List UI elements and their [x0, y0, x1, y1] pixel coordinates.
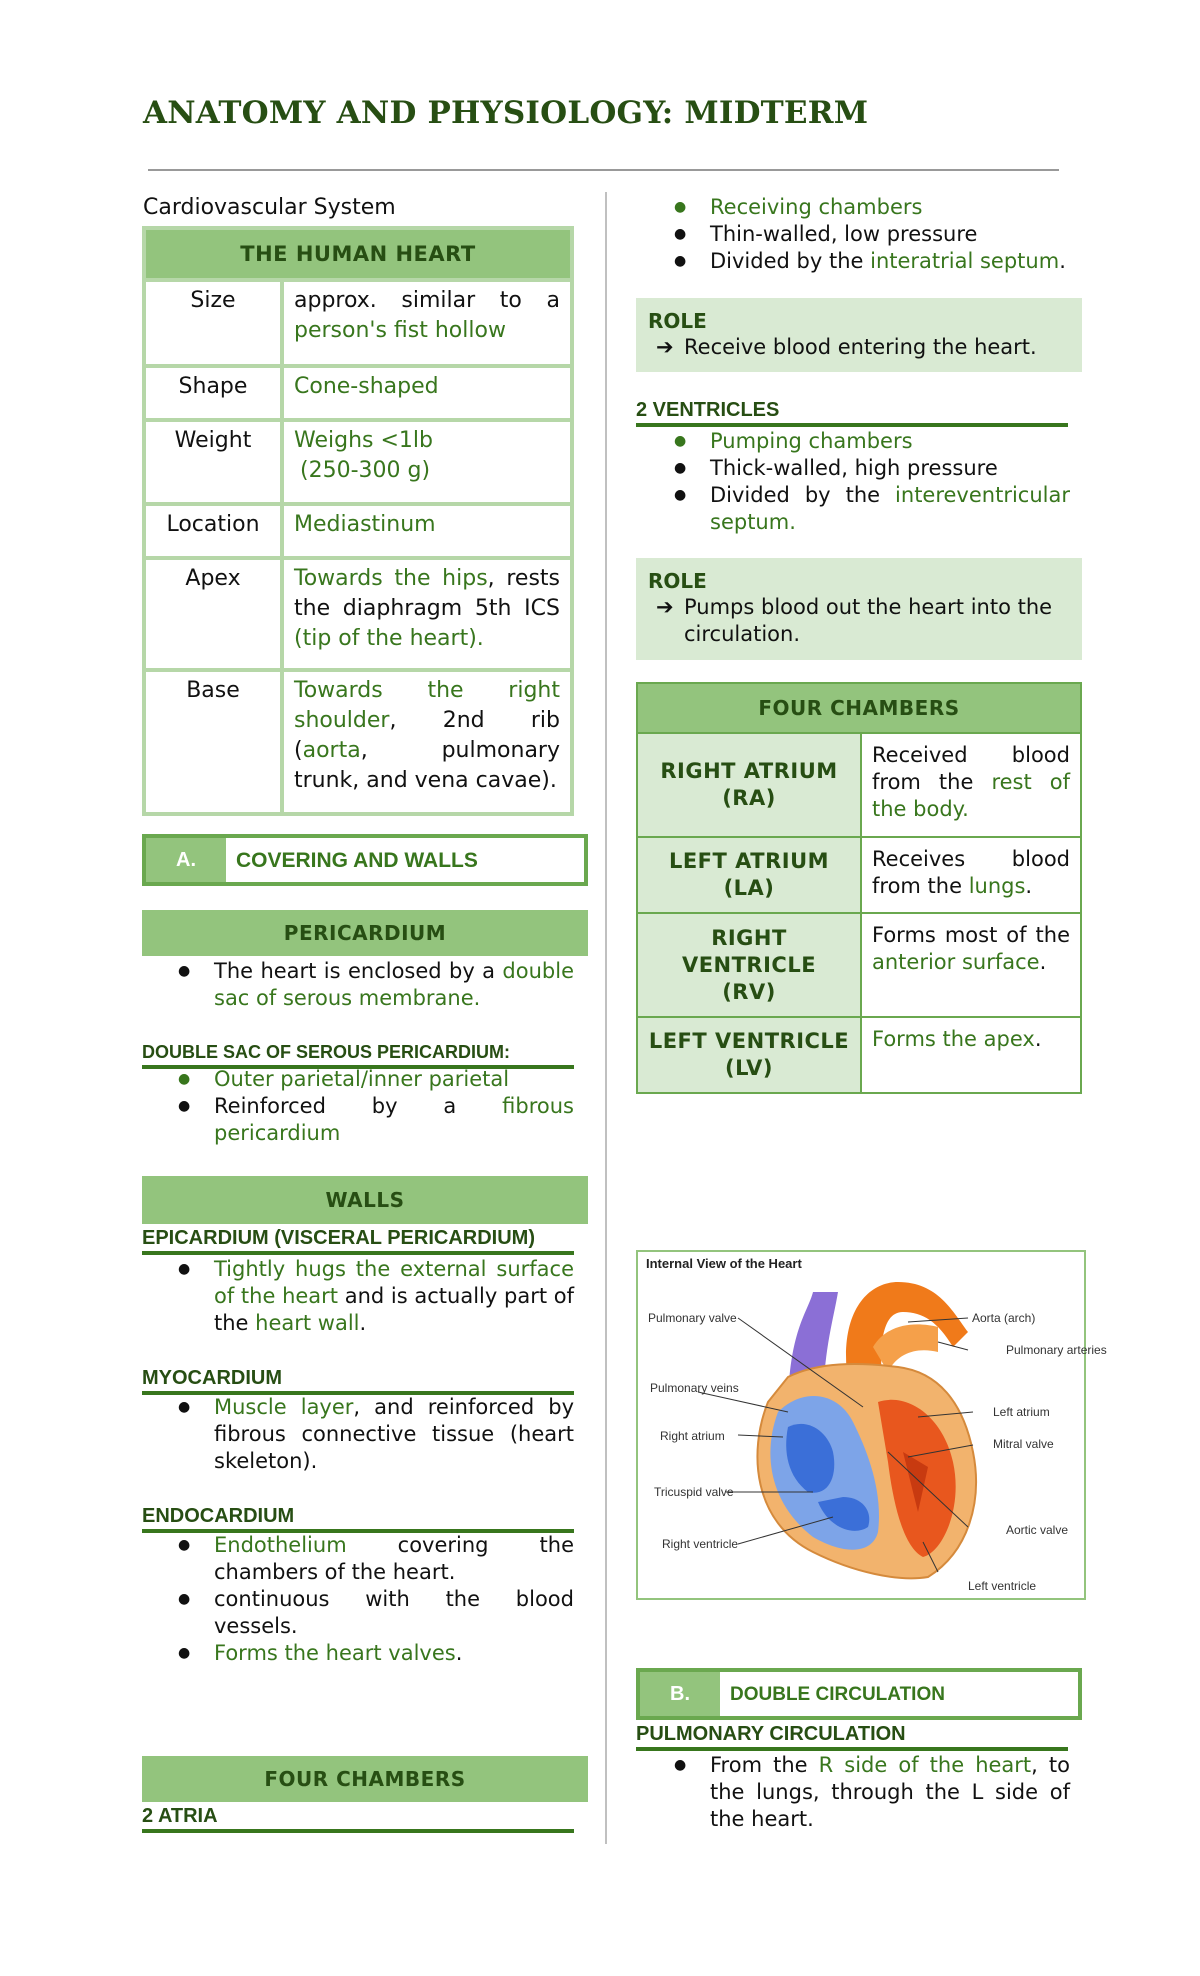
table-row — [144, 420, 572, 504]
label-right-atrium: Right atrium — [660, 1429, 725, 1443]
epicardium-header: EPICARDIUM (VISCERAL PERICARDIUM) — [142, 1226, 574, 1255]
chamber-name: LEFT VENTRICLE (LV) — [637, 1017, 861, 1093]
list-item: ● The heart is enclosed by a double sac of serous membrane. — [178, 958, 574, 1012]
chamber-description: Forms most of the anterior surface. — [861, 913, 1081, 1017]
list-item: ● Tightly hugs the external surface of the heart and is actually part of the heart wall. — [178, 1256, 574, 1337]
chamber-name: LEFT ATRIUM (LA) — [637, 837, 861, 913]
walls-header: WALLS — [142, 1176, 588, 1224]
row-key: Shape — [144, 366, 282, 420]
chamber-name: RIGHT VENTRICLE (RV) — [637, 913, 861, 1017]
label-tricuspid-valve: Tricuspid valve — [654, 1485, 734, 1499]
row-value: Weighs <1lb (250-300 g) — [282, 420, 572, 504]
row-value: Towards the right shoulder, 2nd rib (aorta, pulmonary trunk, and vena cavae). — [282, 670, 572, 814]
label-mitral-valve: Mitral valve — [993, 1437, 1054, 1451]
table-row — [144, 558, 572, 670]
row-value: Mediastinum — [282, 504, 572, 558]
table-row — [144, 366, 572, 420]
section-letter: A. — [146, 838, 226, 882]
list-item: ● Divided by the intereventricular septum. — [674, 482, 1070, 536]
section-a-header — [142, 834, 588, 886]
endocardium-list — [178, 1532, 574, 1667]
section-b-header — [636, 1668, 1082, 1720]
table-row — [637, 837, 1081, 913]
atria-list — [674, 194, 1070, 275]
role-text: ➔ Receive blood entering the heart. — [656, 335, 1037, 359]
role-title: ROLE — [648, 309, 707, 333]
row-value: Towards the hips, rests the diaphragm 5th ICS (tip of the heart). — [282, 558, 572, 670]
list-item: ● Endothelium covering the chambers of the heart. — [178, 1532, 574, 1586]
label-aorta: Aorta (arch) — [972, 1311, 1036, 1325]
table-row — [144, 670, 572, 814]
row-key: Base — [144, 670, 282, 814]
myocardium-list — [178, 1394, 574, 1475]
table-row — [144, 280, 572, 366]
double-sac-header: DOUBLE SAC OF SEROUS PERICARDIUM: — [142, 1040, 574, 1069]
role-text: ➔ Pumps blood out the heart into the circulation. — [656, 595, 1053, 646]
atria-header: 2 ATRIA — [142, 1804, 574, 1833]
pericardium-header: PERICARDIUM — [142, 910, 588, 956]
section-title: DOUBLE CIRCULATION — [730, 1683, 945, 1705]
list-item: ● Pumping chambers — [674, 428, 1070, 455]
arrow-icon: ➔ — [656, 595, 674, 619]
ventricles-list — [674, 428, 1070, 536]
four-chambers-band: FOUR CHAMBERS — [142, 1756, 588, 1802]
role-box-atria — [636, 298, 1082, 372]
list-item: ● Forms the heart valves. — [178, 1640, 574, 1667]
heart-diagram — [636, 1250, 1107, 1600]
list-item: ● Muscle layer, and reinforced by fibrous connective tissue (heart skeleton). — [178, 1394, 574, 1475]
list-item: ● Divided by the interatrial septum. — [674, 248, 1070, 275]
row-value: approx. similar to a person's fist hollow — [282, 280, 572, 366]
list-item: ● continuous with the blood vessels. — [178, 1586, 574, 1640]
label-pulmonary-valve: Pulmonary valve — [648, 1311, 737, 1325]
label-pulmonary-arteries: Pulmonary arteries — [1006, 1343, 1107, 1357]
myocardium-header: MYOCARDIUM — [142, 1366, 574, 1395]
section-title: COVERING AND WALLS — [236, 848, 478, 872]
title-divider — [148, 169, 1059, 171]
list-item: ● Reinforced by a fibrous pericardium — [178, 1093, 574, 1147]
label-right-ventricle: Right ventricle — [662, 1537, 739, 1551]
row-key: Location — [144, 504, 282, 558]
human-heart-table — [142, 226, 574, 816]
heart-table-header: THE HUMAN HEART — [144, 228, 572, 280]
list-item: ● Thick-walled, high pressure — [674, 455, 1070, 482]
column-divider — [605, 192, 607, 1844]
table-row — [144, 504, 572, 558]
diagram-title: Internal View of the Heart — [646, 1256, 802, 1271]
role-title: ROLE — [648, 569, 707, 593]
endocardium-header: ENDOCARDIUM — [142, 1504, 574, 1533]
chamber-description: Receives blood from the lungs. — [861, 837, 1081, 913]
label-aortic-valve: Aortic valve — [1006, 1523, 1069, 1537]
chamber-description: Received blood from the rest of the body. — [861, 733, 1081, 837]
chambers-table-header: FOUR CHAMBERS — [637, 683, 1081, 733]
row-key: Apex — [144, 558, 282, 670]
pulmonary-list — [674, 1752, 1070, 1833]
chamber-name: RIGHT ATRIUM (RA) — [637, 733, 861, 837]
arrow-icon: ➔ — [656, 335, 674, 359]
chamber-description: Forms the apex. — [861, 1017, 1081, 1093]
table-row — [637, 1017, 1081, 1093]
row-key: Weight — [144, 420, 282, 504]
four-chambers-table — [636, 682, 1082, 1094]
row-key: Size — [144, 280, 282, 366]
list-item: ● Outer parietal/inner parietal — [178, 1066, 574, 1093]
list-item: ● Thin-walled, low pressure — [674, 221, 1070, 248]
row-value: Cone-shaped — [282, 366, 572, 420]
pulmonary-circulation-header: PULMONARY CIRCULATION — [636, 1722, 1068, 1751]
system-label: Cardiovascular System — [143, 195, 396, 220]
section-letter: B. — [640, 1672, 720, 1716]
epicardium-list — [178, 1256, 574, 1337]
table-row — [637, 733, 1081, 837]
ventricles-header: 2 VENTRICLES — [636, 398, 1068, 427]
label-left-ventricle: Left ventricle — [968, 1579, 1037, 1593]
table-row — [637, 913, 1081, 1017]
label-pulmonary-veins: Pulmonary veins — [650, 1381, 739, 1395]
list-item: ● From the R side of the heart, to the lungs, through the L side of the heart. — [674, 1752, 1070, 1833]
double-sac-list — [178, 1066, 574, 1147]
list-item: ● Receiving chambers — [674, 194, 1070, 221]
page-title: ANATOMY AND PHYSIOLOGY: MIDTERM — [143, 95, 869, 131]
role-box-ventricles — [636, 558, 1082, 660]
pericardium-list — [178, 958, 574, 1012]
label-left-atrium: Left atrium — [993, 1405, 1050, 1419]
